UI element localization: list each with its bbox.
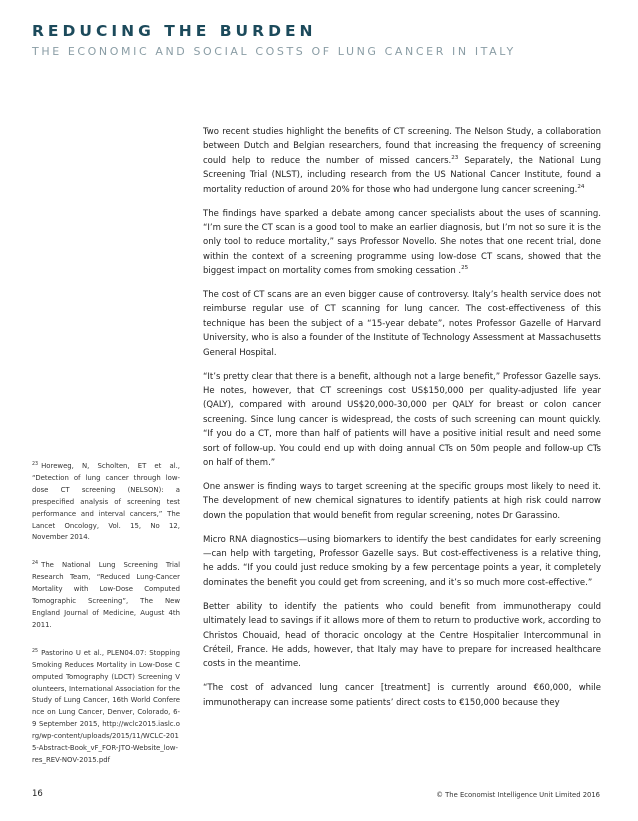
footnote-24: $^{24}$ The National Lung Screening Trial Research Team, “Reduced Lung-Cancer Mortality with Low-Dose Computed Tomographic Screening”, The New England Journal of Medicine, August 4th 2011.	[32, 561, 180, 629]
main-text-column	[203, 125, 601, 720]
footnote-23: $^{23}$ Horeweg, N, Scholten, ET et al., “Detection of lung cancer through low-dose CT screening (NELSON): a prespecified analysis of screening test performance and interval cancers,” The Lancet Oncology, Vol. 15, No 12, November 2014.	[32, 462, 180, 542]
paragraph-3: The cost of CT scans are an even bigger cause of controversy. Italy’s health service does not reimburse regular use of CT scanning for lung cancer. The cost-effectiveness of this technique has been the subject of a “15-year debate”, notes Professor Gazelle of Harvard University, who is also a founder of the Institute of Technology Assessment at Massachusetts General Hospital.	[203, 290, 601, 358]
page-number: 16	[32, 789, 43, 799]
paragraph-4: “It’s pretty clear that there is a benefit, although not a large benefit,” Professor Gazelle says. He notes, however, that CT screenings cost US$150,000 per quality-adjusted life year (QALY), compared with around US$20,000-30,000 per QALY for breast or colon cancer screening. Since lung cancer is widespread, the costs of such screening can mount quickly. “If you do a CT, more than half of patients will have a positive initial result and need some sort of follow-up. You could end up with doing annual CTs on 50m people and follow-up CTs on half of them.”	[203, 371, 601, 469]
paragraph-2: The findings have sparked a debate among cancer specialists about the uses of scanning. “I’m sure the CT scan is a good tool to make an earlier diagnosis, but I’m not so sure it is the only tool to reduce mortality,” says Professor Novello. She notes that one recent trial, done within the context of a screening programme using low-dose CT scans, showed that the biggest impact on mortality comes from smoking cessation .$^{25}$	[203, 208, 601, 277]
paragraph-7: Better ability to identify the patients who could benefit from immunotherapy could ultimately lead to savings if it allows more of them to return to productive work, according to Christos Chouaid, head of thoracic oncology at the Centre Hospitalier Intercommunal in Créteil, France. He adds, however, that Italy may have to prepare for increased healthcare costs in the meantime.	[203, 601, 601, 670]
footnote-25: $^{25}$ Pastorino U et al., PLEN04.07: Stopping Smoking Reduces Mortality in Low-Dose Computed Tomography (LDCT) Screening Volunteers, International Association for the Study of Lung Cancer, 16th World Conference on Lung Cancer, Denver, Colorado, 6-9 September 2015, http://wclc2015.iaslc.org/wp-content/uploads/2015/11/WCLC-2015-Abstract-Book_vF_FOR-JTO-Website_low-res_REV-NOV-2015.pdf	[32, 648, 180, 764]
footnote-ref-24[interactable]: 24	[577, 183, 585, 190]
copyright-notice: © The Economist Intelligence Unit Limited 2016	[436, 791, 600, 799]
paragraph-1: Two recent studies highlight the benefits of CT screening. The Nelson Study, a collaboration between Dutch and Belgian researchers, found that increasing the frequency of screening could help to reduce the number of missed cancers.$^{23}$ Separately, the National Lung Screening Trial (NLST), including research from the US National Cancer Institute, found a mortality reduction of around 20% for those who had undergone lung cancer screening.$^{24}$	[203, 127, 601, 195]
footnotes-column	[32, 459, 180, 781]
paragraph-6: Micro RNA diagnostics—using biomarkers to identify the best candidates for early screening—can help with targeting, Professor Gazelle says. But cost-effectiveness is a relative thing, he adds. “If you could just reduce smoking by a few percentage points a year, it completely dominates the benefit you could get from screening, and it’s so much more cost-effective.”	[203, 534, 601, 588]
report-title: REDUCING THE BURDEN	[32, 22, 317, 40]
paragraph-8: “The cost of advanced lung cancer [treatment] is currently around €60,000, while immunotherapy can increase some patients’ direct costs to €150,000 because they	[203, 683, 601, 708]
report-subtitle: THE ECONOMIC AND SOCIAL COSTS OF LUNG CANCER IN ITALY	[32, 45, 516, 58]
footnote-ref-25[interactable]: 25	[461, 265, 469, 272]
paragraph-5: One answer is finding ways to target screening at the specific groups most likely to need it. The development of new chemical signatures to identify patients at high risk could narrow down the population that would benefit from regular screening, notes Dr Garassino.	[203, 481, 601, 521]
footnote-ref-23[interactable]: 23	[451, 154, 459, 161]
